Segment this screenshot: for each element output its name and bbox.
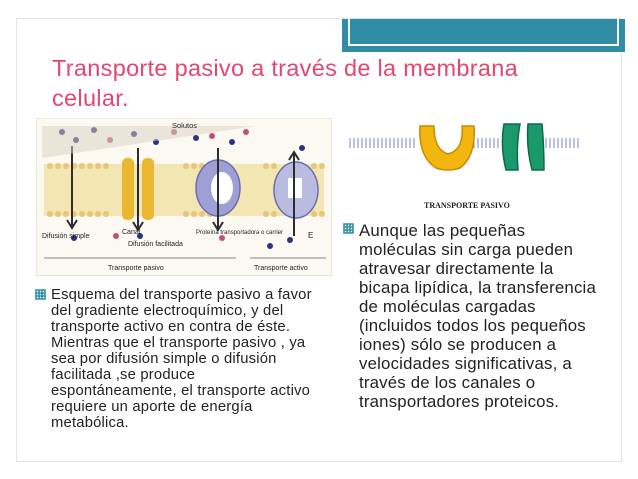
label-proteina: Proteína transportadora o carrier	[196, 230, 284, 236]
label-transporte-activo: Transporte activo	[254, 265, 308, 272]
bullet-icon	[343, 221, 359, 239]
left-bullet-text: Esquema del transporte pasivo a favor del gradiente electroquímico, y del transporte activo en contra de éste. Mientras que el transporte pasivo , ya sea por difusión simple o difusión facilitada ,se produce espontáneamente, el transporte activo requiere un aporte de energía metabólica.	[51, 287, 312, 431]
label-e: E	[308, 231, 314, 240]
bullet-icon	[35, 287, 51, 305]
right-bullet-text: Aunque las pequeñas moléculas sin carga pueden atravesar directamente la bicapa lipídica, la transferencia de moléculas cargadas (incluidos todos los pequeños iones) sólo se producen a velocidades significativas, a través de los canales o transportadores proteicos.	[359, 221, 597, 411]
right-figure-caption: TRANSPORTE PASIVO	[424, 201, 510, 210]
label-canal: Canal	[122, 229, 141, 236]
slide-title: Transporte pasivo a través de la membrana celular.	[52, 55, 518, 111]
label-difusion-simple: Difusión simple	[42, 233, 90, 240]
label-transporte-pasivo: Transporte pasivo	[108, 265, 164, 272]
bullet-item	[343, 221, 605, 411]
header-tab-outline	[348, 19, 619, 46]
left-text-block	[35, 287, 315, 431]
bullet-item	[35, 287, 315, 431]
membrane-transport-diagram	[36, 118, 332, 276]
right-text-block	[343, 221, 605, 411]
label-difusion-facilitada: Difusión facilitada	[128, 241, 183, 248]
header-tab	[342, 19, 625, 52]
passive-transport-diagram	[348, 116, 586, 216]
label-solutos: Solutos	[172, 121, 198, 130]
